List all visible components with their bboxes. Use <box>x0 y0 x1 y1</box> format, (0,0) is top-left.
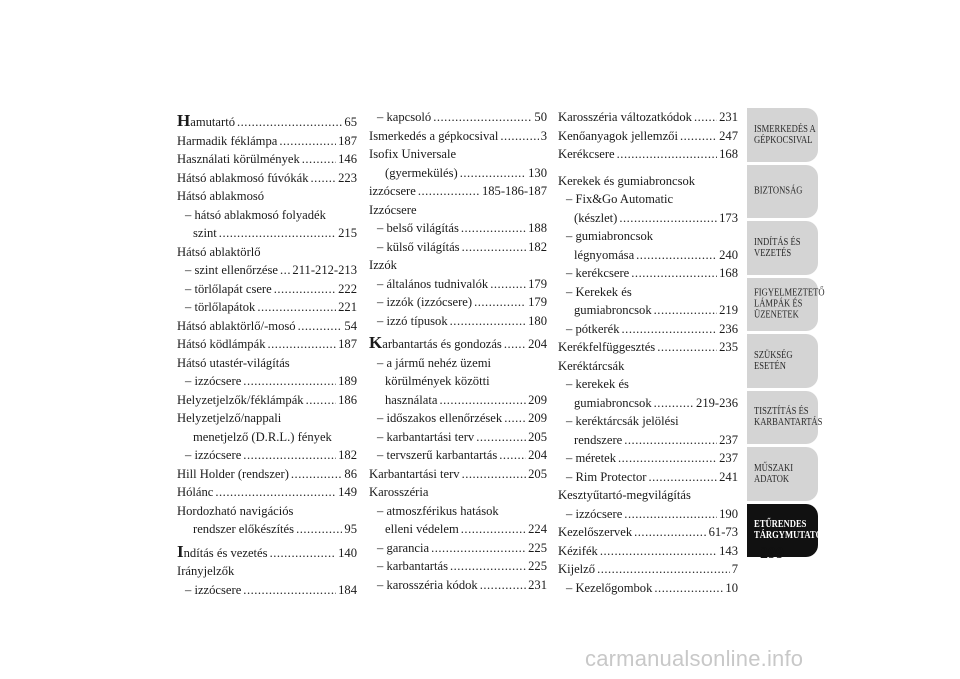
leader-dots <box>619 209 717 228</box>
entry-page: 86 <box>344 466 357 481</box>
entry-page: 188 <box>528 221 547 235</box>
leader-dots <box>648 468 717 487</box>
entry-page: 221 <box>338 300 357 314</box>
entry-page: 236 <box>719 321 738 336</box>
entry-page: 204 <box>528 337 547 351</box>
index-entry <box>369 127 547 146</box>
entry-page: 143 <box>719 543 738 558</box>
entry-term: rendszer előkészítés <box>193 522 295 536</box>
chapter-tab-label: TISZTÍTÁS ÉS KARBANTARTÁS <box>754 405 823 429</box>
entry-page: 168 <box>719 147 738 161</box>
chapter-tab[interactable] <box>747 447 818 501</box>
watermark-text: carmanualsonline.info <box>585 646 804 671</box>
index-heading: Izzók <box>369 258 397 272</box>
entry-term: Hátsó ködlámpák <box>177 337 266 351</box>
entry-page: 189 <box>338 374 357 388</box>
entry-term: – pótkerék <box>566 321 620 336</box>
chapter-tab[interactable] <box>747 391 823 445</box>
entry-page: 237 <box>719 432 738 447</box>
entry-page: 95 <box>344 522 357 536</box>
entry-term: – általános tudnivalók <box>377 276 489 291</box>
entry-term: légnyomása <box>574 247 635 262</box>
entry-page: 7 <box>731 562 738 576</box>
entry-term: – karosszéria kódok <box>377 577 478 592</box>
index-entry <box>558 542 738 561</box>
index-entry <box>558 523 738 542</box>
index-entry <box>177 169 357 188</box>
entry-page: 241 <box>719 469 738 484</box>
leader-dots <box>694 108 717 127</box>
chapter-tab-label: MŰSZAKI ADATOK <box>754 461 794 485</box>
entry-term: Hátsó ablaktörlő/-mosó <box>177 318 296 333</box>
entry-term: Helyzetjelzők/féklámpák <box>177 392 304 407</box>
leader-dots <box>298 317 343 336</box>
index-entry <box>558 449 738 468</box>
entry-page: 50 <box>534 110 547 124</box>
leader-dots <box>499 446 526 465</box>
leader-dots <box>462 465 527 484</box>
entry-term: – törlőlapátok <box>185 300 256 314</box>
index-heading: – atmoszférikus hatások <box>377 503 499 518</box>
index-column-3 <box>558 108 738 597</box>
entry-page: 215 <box>338 226 357 240</box>
index-entry <box>369 446 547 465</box>
entry-page: 231 <box>528 577 547 592</box>
index-column-2 <box>369 108 547 594</box>
index-entry <box>369 334 547 354</box>
index-entry <box>369 238 547 257</box>
entry-page: 225 <box>528 559 547 573</box>
entry-term: (gyermekülés) <box>385 165 458 180</box>
entry-page: 225 <box>528 540 547 555</box>
leader-dots <box>270 544 337 563</box>
entry-page: 54 <box>344 318 357 333</box>
index-entry <box>558 394 738 413</box>
leader-dots <box>622 320 718 339</box>
entry-page: 10 <box>725 580 738 595</box>
index-heading: – keréktárcsák jelölési <box>566 414 679 428</box>
leader-dots <box>306 391 337 410</box>
index-entry <box>369 219 547 238</box>
entry-page: 173 <box>719 210 738 225</box>
index-heading: Hátsó ablakmosó <box>177 189 265 203</box>
entry-page: 140 <box>338 545 357 560</box>
index-entry <box>177 520 357 539</box>
leader-dots <box>624 505 717 524</box>
index-entry <box>558 431 738 450</box>
entry-term: – izzócsere <box>185 374 242 388</box>
leader-dots <box>302 150 336 169</box>
chapter-tab[interactable] <box>747 165 818 219</box>
index-heading: körülmények közötti <box>385 374 490 388</box>
chapter-tab-label: ISMERKEDÉS A GÉPKOCSIVAL <box>754 122 816 146</box>
index-entry <box>177 261 357 280</box>
entry-term: Ismerkedés a gépkocsival <box>369 128 499 143</box>
index-entry <box>369 428 547 447</box>
entry-page: 224 <box>528 522 547 536</box>
index-entry <box>177 446 357 465</box>
entry-page: 149 <box>338 485 357 499</box>
entry-page: 65 <box>344 115 357 129</box>
index-entry <box>369 391 547 410</box>
leader-dots <box>279 132 336 151</box>
entry-term: – izzók (izzócsere) <box>377 295 473 309</box>
index-entry <box>558 338 738 357</box>
index-entry <box>177 317 357 336</box>
entry-page: 190 <box>719 506 738 521</box>
chapter-tab[interactable] <box>747 334 818 388</box>
leader-dots <box>504 335 526 354</box>
index-entry <box>177 150 357 169</box>
entry-term: – kerékcsere <box>566 266 630 280</box>
entry-term: használata <box>385 392 438 407</box>
leader-dots <box>634 523 706 542</box>
leader-dots <box>490 275 526 294</box>
leader-dots <box>450 557 526 576</box>
entry-page: 180 <box>528 313 547 328</box>
index-entry <box>369 312 547 331</box>
entry-term: Kerékcsere <box>558 147 615 161</box>
entry-page: 187 <box>338 133 357 148</box>
leader-dots <box>296 520 342 539</box>
entry-term: – méretek <box>566 451 616 465</box>
index-heading: Irányjelzők <box>177 564 235 578</box>
entry-term: Harmadik féklámpa <box>177 133 278 148</box>
leader-dots <box>291 465 343 484</box>
leader-dots <box>257 298 336 317</box>
leader-dots <box>654 394 694 413</box>
leader-dots <box>243 581 336 600</box>
index-heading: – hátsó ablakmosó folyadék <box>185 207 326 222</box>
entry-page: 231 <box>719 110 738 124</box>
leader-dots <box>268 335 337 354</box>
leader-dots <box>617 145 717 164</box>
entry-page: 187 <box>338 337 357 351</box>
entry-term: Hátsó ablakmosó fúvókák <box>177 170 309 185</box>
leader-dots <box>618 449 717 468</box>
index-entry <box>369 275 547 294</box>
index-entry <box>369 108 547 127</box>
entry-page: 222 <box>338 281 357 296</box>
entry-page: 186 <box>338 392 357 407</box>
entry-term: – törlőlapát csere <box>185 281 272 296</box>
entry-page: 240 <box>719 247 738 262</box>
entry-page: 247 <box>719 128 738 143</box>
entry-page: 182 <box>528 239 547 254</box>
leader-dots <box>480 576 526 595</box>
index-entry <box>177 372 357 391</box>
index-heading: Izzócsere <box>369 202 417 217</box>
entry-page: 179 <box>528 276 547 291</box>
index-entry <box>369 164 547 183</box>
leader-dots <box>215 483 336 502</box>
entry-term: – kapcsoló <box>377 110 432 124</box>
index-entry <box>558 560 738 579</box>
leader-dots <box>460 164 526 183</box>
index-heading: – gumiabroncsok <box>566 229 654 243</box>
index-heading: menetjelző (D.R.L.) fények <box>193 429 332 444</box>
index-heading: Isofix Universale <box>369 147 457 161</box>
leader-dots <box>597 560 730 579</box>
leader-dots <box>219 224 336 243</box>
leader-dots <box>439 391 526 410</box>
index-entry <box>369 557 547 576</box>
entry-term: – Kezelőgombok <box>566 580 653 595</box>
chapter-tab-label: ETŰRENDES TÁRGYMUTATÓ <box>754 518 823 542</box>
index-heading: Helyzetjelző/nappali <box>177 411 282 425</box>
leader-dots <box>431 539 526 558</box>
index-entry <box>369 539 547 558</box>
index-entry <box>369 576 547 595</box>
entry-term: Kenőanyagok jellemzői <box>558 128 678 143</box>
entry-page: 237 <box>719 451 738 465</box>
index-heading: Kerekek és gumiabroncsok <box>558 173 696 188</box>
leader-dots <box>462 238 527 257</box>
index-heading: Kesztyűtartó-megvilágítás <box>558 488 691 502</box>
leader-dots <box>476 428 526 447</box>
index-entry <box>558 468 738 487</box>
entry-term: szint <box>193 226 217 240</box>
leader-dots <box>433 108 532 127</box>
entry-page: 184 <box>338 582 357 597</box>
index-entry <box>369 465 547 484</box>
entry-page: 204 <box>528 448 547 462</box>
index-entry <box>177 335 357 354</box>
leader-dots <box>280 261 290 280</box>
index-entry <box>558 246 738 265</box>
chapter-tab-label: INDÍTÁS ÉS VEZETÉS <box>754 235 801 259</box>
entry-term: – karbantartási terv <box>377 429 475 444</box>
index-entry <box>558 579 738 598</box>
entry-term: Karosszéria változatkódok <box>558 110 692 124</box>
leader-dots <box>461 520 526 539</box>
index-entry <box>369 182 547 201</box>
entry-term: – tervszerű karbantartás <box>377 448 498 462</box>
leader-dots <box>237 113 342 132</box>
leader-dots <box>243 446 336 465</box>
leader-dots <box>654 579 723 598</box>
entry-term: – Rim Protector <box>566 469 647 484</box>
entry-term: – izzócsere <box>185 582 242 597</box>
entry-page: 223 <box>338 170 357 185</box>
index-entry <box>177 465 357 484</box>
index-entry <box>177 543 357 563</box>
entry-term: izzócsere <box>369 184 416 198</box>
leader-dots <box>504 409 526 428</box>
index-heading: Hordozható navigációs <box>177 503 294 518</box>
entry-page: 185-186-187 <box>481 184 547 198</box>
leader-dots <box>450 312 526 331</box>
chapter-tab[interactable] <box>747 221 818 275</box>
index-entry <box>558 301 738 320</box>
index-entry <box>177 280 357 299</box>
index-entry <box>558 320 738 339</box>
entry-page: 61-73 <box>708 525 738 539</box>
entry-page: 209 <box>528 411 547 425</box>
index-entry <box>177 483 357 502</box>
entry-term: Indítás és vezetés <box>177 541 268 561</box>
entry-page: 211-212-213 <box>292 263 357 277</box>
leader-dots <box>243 372 336 391</box>
entry-page: 209 <box>528 392 547 407</box>
index-entry <box>369 520 547 539</box>
index-heading: Karosszéria <box>369 485 429 499</box>
leader-dots <box>418 182 480 201</box>
entry-term: rendszere <box>574 432 623 447</box>
index-entry <box>177 224 357 243</box>
entry-page: 146 <box>338 152 357 166</box>
index-heading: Keréktárcsák <box>558 358 625 373</box>
entry-term: – karbantartás <box>377 559 448 573</box>
index-entry <box>177 298 357 317</box>
leader-dots <box>657 338 717 357</box>
entry-page: 219 <box>719 303 738 317</box>
leader-dots <box>624 431 717 450</box>
entry-term: Hólánc <box>177 485 214 499</box>
index-heading: – kerekek és <box>566 377 629 391</box>
index-entry <box>177 132 357 151</box>
index-entry <box>177 391 357 410</box>
entry-term: (készlet) <box>574 210 618 225</box>
entry-term: Kerékfelfüggesztés <box>558 340 656 354</box>
leader-dots <box>311 169 337 188</box>
chapter-tab-label: BIZTONSÁG <box>754 184 803 197</box>
index-entry <box>558 209 738 228</box>
entry-page: 179 <box>528 295 547 309</box>
chapter-tabs <box>747 108 825 560</box>
entry-term: – külső világítás <box>377 239 460 254</box>
index-entry <box>558 108 738 127</box>
entry-page: 205 <box>528 429 547 444</box>
entry-term: – garancia <box>377 540 430 555</box>
index-entry <box>369 409 547 428</box>
index-entry <box>558 264 738 283</box>
entry-term: – belső világítás <box>377 221 459 235</box>
index-entry <box>177 581 357 600</box>
leader-dots <box>654 301 717 320</box>
entry-page: 3 <box>540 128 547 143</box>
entry-page: 182 <box>338 448 357 462</box>
entry-term: – szint ellenőrzése <box>185 263 279 277</box>
entry-term: Kezelőszervek <box>558 525 633 539</box>
leader-dots <box>680 127 717 146</box>
entry-page: 205 <box>528 466 547 481</box>
entry-page: 130 <box>528 165 547 180</box>
index-heading: – Fix&Go Automatic <box>566 192 674 206</box>
entry-term: Használati körülmények <box>177 152 300 166</box>
index-entry <box>558 127 738 146</box>
leader-dots <box>631 264 717 283</box>
leader-dots <box>500 127 538 146</box>
index-heading: – Kerekek és <box>566 284 632 299</box>
index-entry <box>558 505 738 524</box>
entry-term: – izzócsere <box>566 506 623 521</box>
entry-term: – izzócsere <box>185 448 242 462</box>
leader-dots <box>636 246 717 265</box>
entry-term: Karbantartási terv <box>369 466 460 481</box>
leader-dots <box>274 280 336 299</box>
entry-term: Kijelző <box>558 562 596 576</box>
chapter-tab-label: SZÜKSÉG ESETÉN <box>754 348 793 372</box>
page-number: 299 <box>760 545 784 562</box>
chapter-tab[interactable] <box>747 278 825 332</box>
leader-dots <box>600 542 717 561</box>
index-heading: Hátsó ablaktörlő <box>177 244 261 259</box>
entry-term: gumiabroncsok <box>574 303 652 317</box>
entry-term: – időszakos ellenőrzések <box>377 411 503 425</box>
leader-dots <box>474 293 526 312</box>
index-column-1 <box>177 108 357 599</box>
entry-term: Hamutartó <box>177 111 235 130</box>
entry-term: Hill Holder (rendszer) <box>177 466 289 481</box>
entry-page: 235 <box>719 340 738 354</box>
index-heading: Hátsó utastér-világítás <box>177 355 290 370</box>
leader-dots <box>461 219 526 238</box>
chapter-tab[interactable] <box>747 108 818 162</box>
chapter-tab-label: FIGYELMEZTETŐ LÁMPÁK ÉS ÜZENETEK <box>754 286 825 321</box>
entry-page: 168 <box>719 266 738 280</box>
index-entry <box>558 145 738 164</box>
index-heading: – a jármű nehéz üzemi <box>377 355 491 370</box>
entry-term: elleni védelem <box>385 522 459 536</box>
entry-term: Karbantartás és gondozás <box>369 333 502 352</box>
index-entry <box>369 293 547 312</box>
entry-term: Kézifék <box>558 543 598 558</box>
index-entry <box>177 112 357 132</box>
entry-page: 219-236 <box>696 395 738 410</box>
entry-term: gumiabroncsok <box>574 395 652 410</box>
entry-term: – izzó típusok <box>377 313 448 328</box>
